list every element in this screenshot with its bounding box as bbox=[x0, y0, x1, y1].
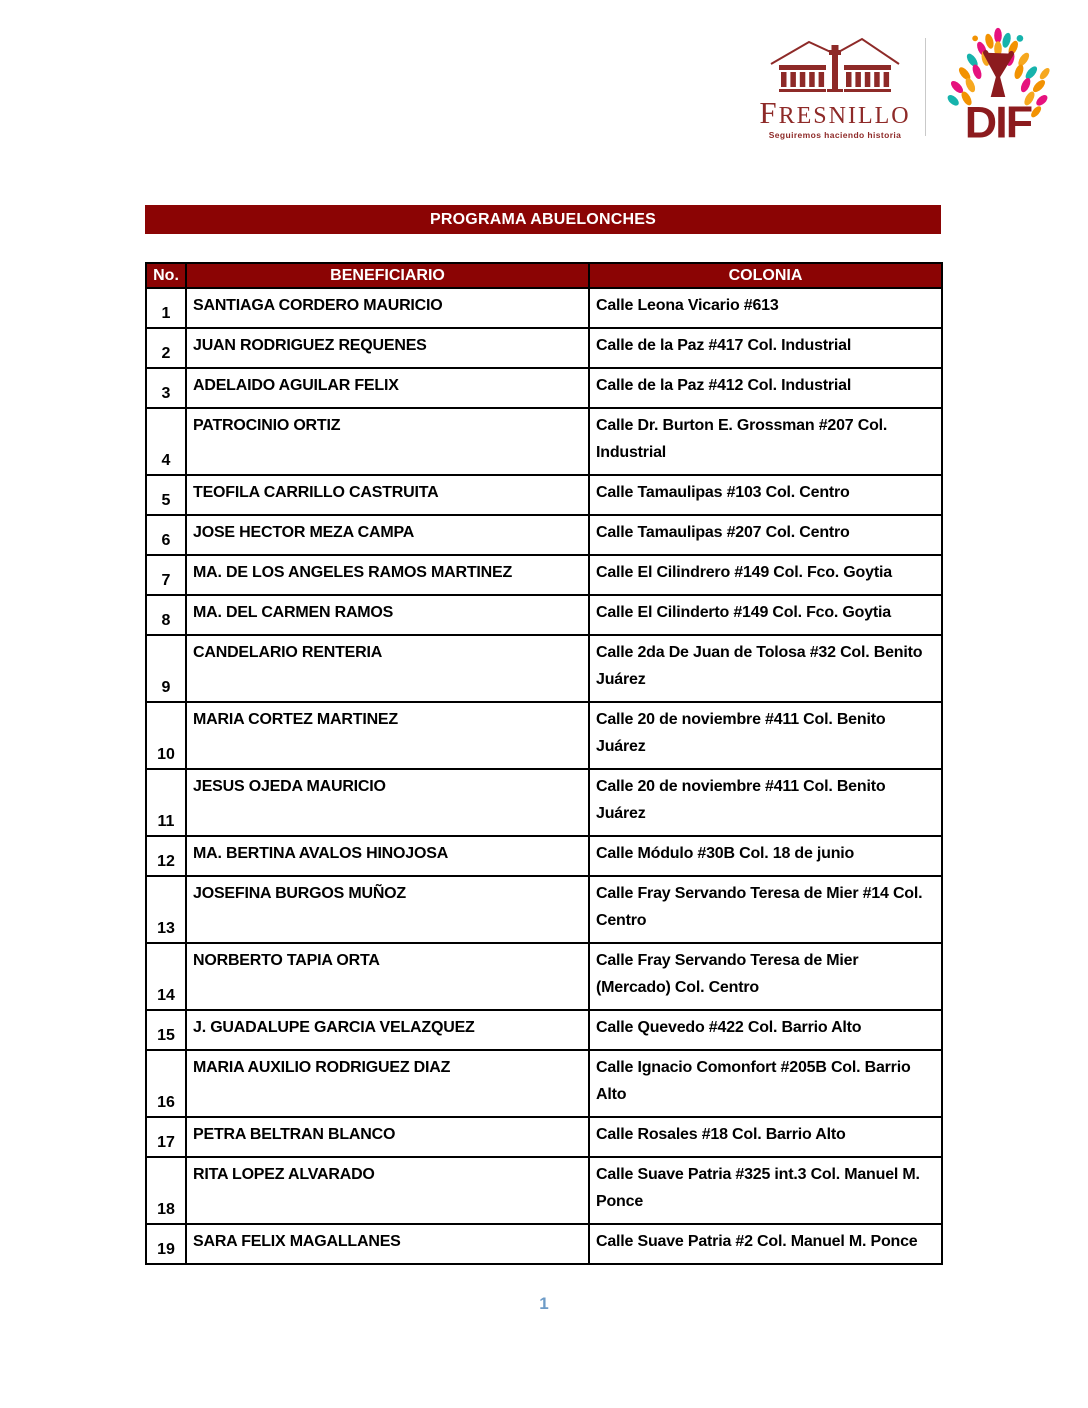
row-number: 5 bbox=[146, 475, 186, 515]
row-number: 3 bbox=[146, 368, 186, 408]
colonia-address: Calle El Cilinderto #149 Col. Fco. Goytia bbox=[589, 595, 942, 635]
table-row bbox=[146, 475, 942, 515]
beneficiario-name: CANDELARIO RENTERIA bbox=[186, 635, 589, 702]
beneficiario-name: SARA FELIX MAGALLANES bbox=[186, 1224, 589, 1264]
program-title-bar: PROGRAMA ABUELONCHES bbox=[145, 205, 941, 234]
row-number: 12 bbox=[146, 836, 186, 876]
beneficiario-name: ADELAIDO AGUILAR FELIX bbox=[186, 368, 589, 408]
colonia-address: Calle Suave Patria #325 int.3 Col. Manuel M. Ponce bbox=[589, 1157, 942, 1224]
col-header-beneficiario: BENEFICIARIO bbox=[186, 263, 589, 288]
table-row bbox=[146, 408, 942, 475]
row-number: 18 bbox=[146, 1157, 186, 1224]
row-number: 1 bbox=[146, 288, 186, 328]
col-header-no: No. bbox=[146, 263, 186, 288]
table-header bbox=[146, 263, 942, 288]
dif-logo bbox=[942, 26, 1054, 148]
colonia-address: Calle Rosales #18 Col. Barrio Alto bbox=[589, 1117, 942, 1157]
beneficiario-name: JUAN RODRIGUEZ REQUENES bbox=[186, 328, 589, 368]
row-number: 7 bbox=[146, 555, 186, 595]
row-number: 2 bbox=[146, 328, 186, 368]
colonia-address: Calle Fray Servando Teresa de Mier (Mercado) Col. Centro bbox=[589, 943, 942, 1010]
row-number: 4 bbox=[146, 408, 186, 475]
colonia-address: Calle Suave Patria #2 Col. Manuel M. Ponce bbox=[589, 1224, 942, 1264]
table-row bbox=[146, 288, 942, 328]
table-row bbox=[146, 1117, 942, 1157]
table-row bbox=[146, 515, 942, 555]
beneficiario-name: JOSE HECTOR MEZA CAMPA bbox=[186, 515, 589, 555]
table-row bbox=[146, 595, 942, 635]
colonia-address: Calle de la Paz #417 Col. Industrial bbox=[589, 328, 942, 368]
row-number: 8 bbox=[146, 595, 186, 635]
row-number: 15 bbox=[146, 1010, 186, 1050]
colonia-address: Calle de la Paz #412 Col. Industrial bbox=[589, 368, 942, 408]
row-number: 11 bbox=[146, 769, 186, 836]
colonia-address: Calle 2da De Juan de Tolosa #32 Col. Benito Juárez bbox=[589, 635, 942, 702]
table-row bbox=[146, 836, 942, 876]
colonia-address: Calle Módulo #30B Col. 18 de junio bbox=[589, 836, 942, 876]
colonia-address: Calle Leona Vicario #613 bbox=[589, 288, 942, 328]
table-row bbox=[146, 328, 942, 368]
logo-header bbox=[761, 26, 1054, 148]
table-row bbox=[146, 368, 942, 408]
beneficiario-name: J. GUADALUPE GARCIA VELAZQUEZ bbox=[186, 1010, 589, 1050]
table-header-row bbox=[146, 263, 942, 288]
row-number: 19 bbox=[146, 1224, 186, 1264]
row-number: 6 bbox=[146, 515, 186, 555]
beneficiario-name: PETRA BELTRAN BLANCO bbox=[186, 1117, 589, 1157]
table-row bbox=[146, 1224, 942, 1264]
beneficiario-name: JESUS OJEDA MAURICIO bbox=[186, 769, 589, 836]
row-number: 14 bbox=[146, 943, 186, 1010]
beneficiario-name: JOSEFINA BURGOS MUÑOZ bbox=[186, 876, 589, 943]
beneficiario-name: TEOFILA CARRILLO CASTRUITA bbox=[186, 475, 589, 515]
colonia-address: Calle Ignacio Comonfort #205B Col. Barrio Alto bbox=[589, 1050, 942, 1117]
colonia-address: Calle 20 de noviembre #411 Col. Benito Juárez bbox=[589, 769, 942, 836]
table-row bbox=[146, 876, 942, 943]
colonia-address: Calle Quevedo #422 Col. Barrio Alto bbox=[589, 1010, 942, 1050]
colonia-address: Calle Fray Servando Teresa de Mier #14 Col. Centro bbox=[589, 876, 942, 943]
beneficiario-name: MARIA AUXILIO RODRIGUEZ DIAZ bbox=[186, 1050, 589, 1117]
fresnillo-wordmark: FRESNILLO bbox=[759, 95, 911, 130]
fresnillo-logo bbox=[761, 34, 909, 140]
page-number: 1 bbox=[539, 1294, 549, 1313]
dif-wordmark: DIF bbox=[964, 97, 1032, 148]
beneficiario-name: PATROCINIO ORTIZ bbox=[186, 408, 589, 475]
beneficiario-name: MA. DEL CARMEN RAMOS bbox=[186, 595, 589, 635]
colonia-address: Calle El Cilindrero #149 Col. Fco. Goytia bbox=[589, 555, 942, 595]
table-row bbox=[146, 1050, 942, 1117]
beneficiario-name: MA. BERTINA AVALOS HINOJOSA bbox=[186, 836, 589, 876]
table-row bbox=[146, 943, 942, 1010]
colonia-address: Calle Tamaulipas #103 Col. Centro bbox=[589, 475, 942, 515]
logo-divider bbox=[925, 38, 926, 136]
fresnillo-building-icon bbox=[765, 34, 905, 96]
table-row bbox=[146, 702, 942, 769]
beneficiaries-table bbox=[145, 262, 943, 1265]
col-header-colonia: COLONIA bbox=[589, 263, 942, 288]
colonia-address: Calle Tamaulipas #207 Col. Centro bbox=[589, 515, 942, 555]
colonia-address: Calle 20 de noviembre #411 Col. Benito Juárez bbox=[589, 702, 942, 769]
table-row bbox=[146, 555, 942, 595]
row-number: 13 bbox=[146, 876, 186, 943]
row-number: 10 bbox=[146, 702, 186, 769]
beneficiario-name: MA. DE LOS ANGELES RAMOS MARTINEZ bbox=[186, 555, 589, 595]
fresnillo-tagline: Seguiremos haciendo historia bbox=[768, 130, 902, 140]
row-number: 9 bbox=[146, 635, 186, 702]
dif-person-icon bbox=[986, 53, 1012, 97]
table-row bbox=[146, 769, 942, 836]
beneficiario-name: SANTIAGA CORDERO MAURICIO bbox=[186, 288, 589, 328]
beneficiary-table-body bbox=[146, 288, 942, 1264]
colonia-address: Calle Dr. Burton E. Grossman #207 Col. Industrial bbox=[589, 408, 942, 475]
table-row bbox=[146, 1010, 942, 1050]
beneficiario-name: MARIA CORTEZ MARTINEZ bbox=[186, 702, 589, 769]
row-number: 17 bbox=[146, 1117, 186, 1157]
row-number: 16 bbox=[146, 1050, 186, 1117]
table-row bbox=[146, 1157, 942, 1224]
table-row bbox=[146, 635, 942, 702]
beneficiario-name: RITA LOPEZ ALVARADO bbox=[186, 1157, 589, 1224]
beneficiario-name: NORBERTO TAPIA ORTA bbox=[186, 943, 589, 1010]
